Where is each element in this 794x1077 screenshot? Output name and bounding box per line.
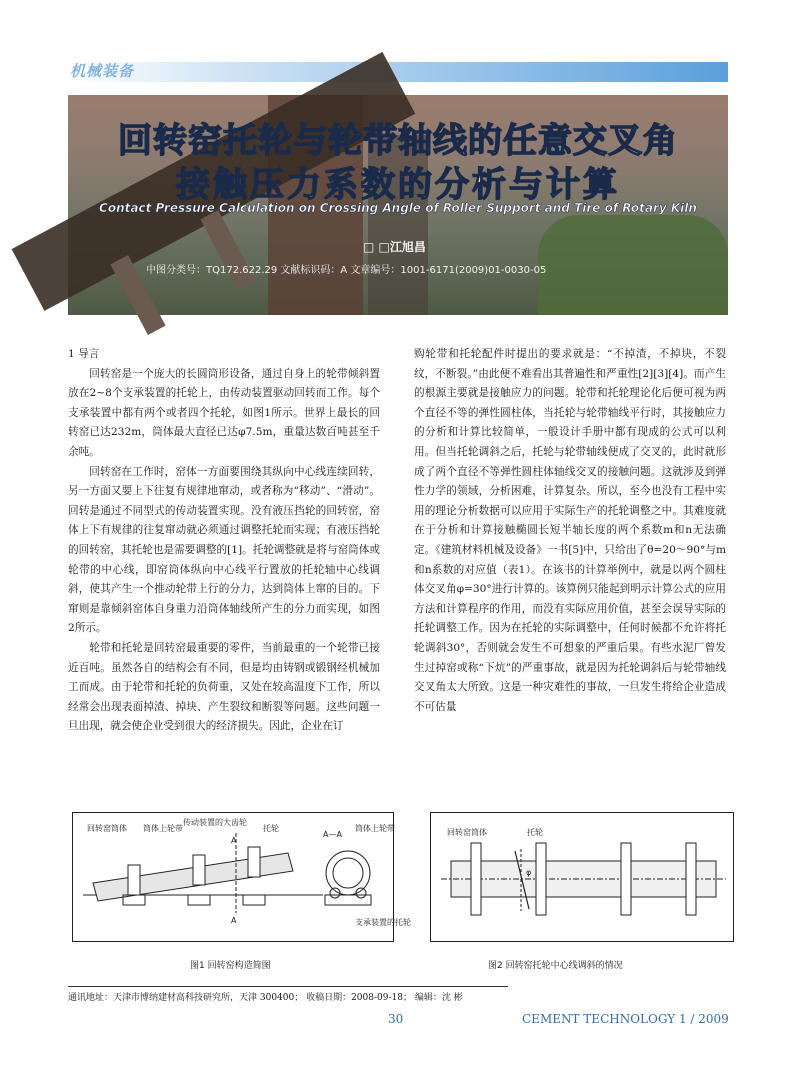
tire-plan-4 [686, 843, 696, 915]
fig2-label: 回转窑筒体 [447, 828, 487, 837]
fig1-label: 托轮 [263, 824, 279, 833]
paragraph: 购轮带和托轮配件时提出的要求就是：“不掉渣，不掉块，不裂纹，不断裂。”由此便不难看出其普遍性和严重性[2][3][4]。而产生的根源主要就是接触应力的问题。轮带和托轮理论化后便可视为两个直径不等的弹性圆柱体，当托轮与轮带轴线平行时，其接触应力的分析和计算比较简单，一般设计手册中都有现成的公式可以利用。但当托轮调斜之后，托轮与轮带轴线便成了交叉的，此时就形成了两个直径不等弹性圆柱体轴线交叉的接触问题。这就涉及到弹性力学的领域，分析困难，计算复杂。所以，至今也没有工程中实用的理论分析数据可以应用于实际生产的托轮调整之中。其难度就在于分析和计算接触椭圆长短半轴长度的两个系数m和n无法确定。《建筑材料机械及设备》一书[5]中，只给出了θ=20～90°与m和n系数的对应值（表1）。在该书的计算举例中，就是以两个圆柱体交叉角φ=30°进行计算的。该算例只能起到明示计算公式的应用方法和计算程序的作用，而没有实际应用价值，甚至会误导实际的托轮调整工作。因为在托轮的实际调整中，任何时候都不允许将托轮调斜30°，否则就会发生不可想象的严重后果。有些水泥厂曾发生过掉窑或称“下炕”的严重事故，就是因为托轮调斜后与轮带轴线交叉角太大所致。这是一种灾难性的事故，一旦发生将给企业造成不可估量 [414, 348, 726, 713]
tire-2 [193, 855, 205, 885]
title-line-2: 接触压力系数的分析与计算 [176, 165, 620, 205]
paragraph: 回转窑是一个庞大的长圆筒形设备，通过自身上的轮带倾斜置放在2~8个支承装置的托轮上，由传动装置驱动回转而工作。每个支承装置中都有两个或者四个托轮，如图1所示。世界上最长的回转窑已达232m，筒体最大直径已达φ7.5m，重量达数百吨甚至千余吨。 [68, 367, 380, 458]
support-3 [243, 895, 265, 905]
paragraph: 回转窑在工作时，窑体一方面要围绕其纵向中心线连续回转，另一方面又要上下往复有规律地窜动，或者称为“移动”、“滑动”。回转是通过不同型式的传动装置实现。没有液压挡轮的回转窑，窑体上下有规律的往复窜动就必须通过调整托轮而实现；有液压挡轮的回转窑，其托轮也是需要调整的[1]。托轮调整就是将与窑筒体或轮带的中心线，即窑筒体纵向中心线平行置放的托轮轴中心线调斜，使其产生一个推动轮带上行的分力，达到筒体上窜的目的。下窜则是靠倾斜窑体自身重力沿筒体轴线所产生的分力而实现，如图2所示。 [68, 465, 380, 635]
page-number: 30 [388, 1012, 404, 1026]
fig1-label: 筒体上轮带 [355, 824, 395, 833]
journal-name: CEMENT TECHNOLOGY 1 / 2009 [522, 1012, 729, 1026]
header-photo [68, 95, 728, 315]
fig1-label: 回转窑筒体 [87, 824, 127, 833]
fig1-label: 传动装置的大齿轮 [183, 818, 247, 827]
left-column [68, 345, 380, 737]
footnote: 通讯地址：天津市博纳建材高科技研究所，天津 300400； 收稿日期：2008-09-18； 编辑：沈 彬 [68, 993, 463, 1003]
title-english: Contact Pressure Calculation on Crossing Angle of Roller Support and Tire of Rotary Kiln [99, 201, 697, 215]
section-ring-inner [333, 858, 363, 888]
section-band [68, 62, 728, 82]
fig1-label: 支承装置的托轮 [355, 918, 411, 927]
fig1-label: A [231, 916, 237, 925]
section-label: 机械装备 [70, 62, 135, 80]
fig1-label: A—A [323, 830, 342, 839]
title-line-1: 回转窑托轮与轮带轴线的任意交叉角 [118, 121, 678, 161]
photo-trees [538, 215, 728, 315]
right-column [414, 345, 726, 717]
paragraph: 轮带和托轮是回转窑最重要的零件，当前最重的一个轮带已接近百吨。虽然各自的结构会有不同，但是均由铸钢或锻钢经机械加工而成。由于轮带和托轮的负荷重，又处在较高温度下工作，所以经常会出现表面掉渣、掉块、产生裂纹和断裂等问题。这些问题一旦出现，就会使企业受到很大的经济损失。因此，企业在订 [68, 641, 380, 733]
figure-2-caption: 图2 回转窑托轮中心线调斜的情况 [488, 961, 623, 971]
classification: 中图分类号：TQ172.622.29 文献标识码：A 文章编号：1001-6171(2009)01-0030-05 [146, 265, 547, 276]
tire-plan-2 [536, 843, 546, 915]
section-heading: 1 导言 [68, 348, 100, 360]
figure-2-drawing [431, 813, 733, 941]
photo-kiln-ring [200, 210, 255, 290]
fig2-label: 托轮 [527, 828, 543, 837]
author: □ □江旭昌 [363, 240, 426, 254]
figure-2 [430, 812, 734, 942]
footnote-divider [68, 986, 508, 987]
figure-1 [72, 812, 411, 942]
fig1-label: 筒体上轮带 [143, 824, 183, 833]
tire-1 [128, 865, 140, 895]
tire-plan-1 [471, 843, 481, 915]
support-2 [188, 895, 210, 905]
figure-1-drawing [73, 813, 411, 941]
fig1-label: A [231, 836, 237, 845]
tire-3 [248, 847, 260, 877]
fig2-label: φ [526, 868, 532, 877]
figure-1-caption: 图1 回转窑构造简图 [190, 961, 271, 971]
tire-plan-3 [621, 843, 631, 915]
